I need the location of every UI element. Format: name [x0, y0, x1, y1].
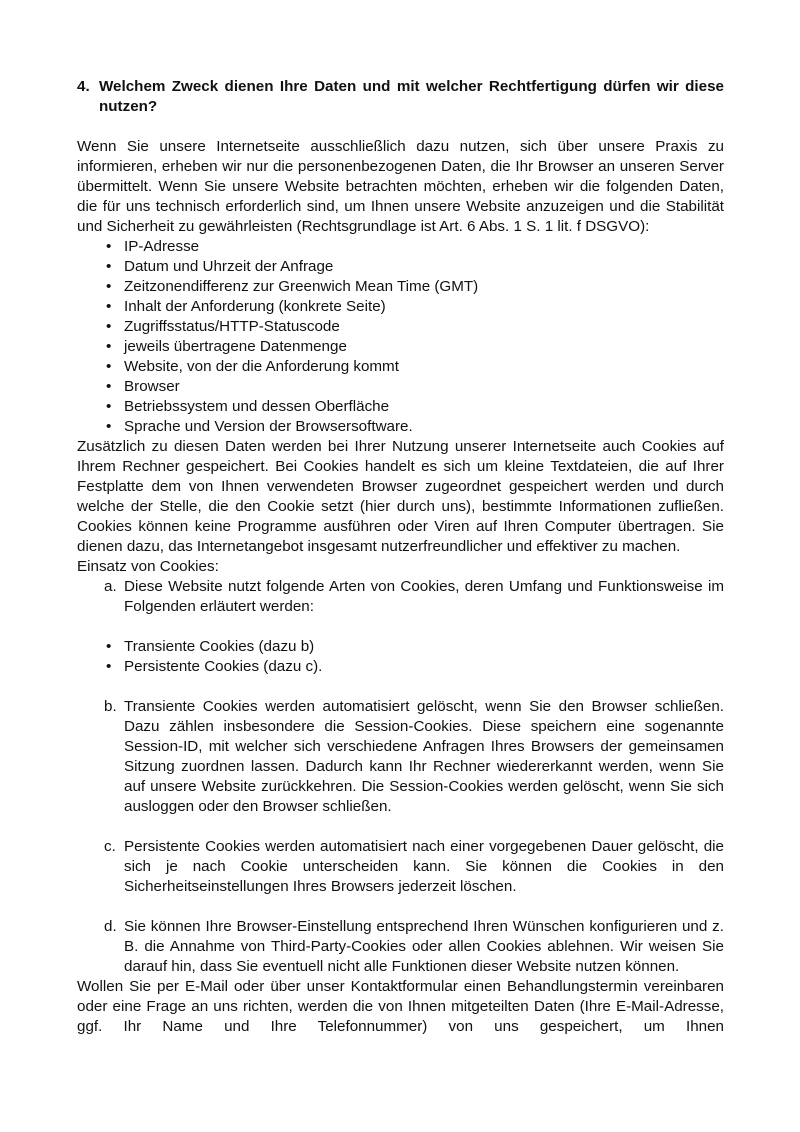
- list-item: • Zugriffsstatus/HTTP-Statuscode: [106, 318, 340, 335]
- spacer: [77, 817, 724, 837]
- cookies-paragraph: Zusätzlich zu diesen Daten werden bei Ihrer Nutzung unserer Internetseite auch Cookies auf Ihrem Rechner gespeichert. Bei Cookies handelt es sich um kleine Textdateien, die auf Ihrer Festplatte dem von Ihnen verwendeten Browser zugeordnet gespeichert werden und durch welche der Stelle, die den Cookie setzt (hier durch uns), bestimmte Informationen zufließen. Cookies können keine Programme ausführen oder Viren auf Ihren Computer übertragen. Sie dienen dazu, das Internetangebot insgesamt nutzerfreundlicher und effektiver zu machen.: [77, 438, 724, 555]
- spacer: [77, 677, 724, 697]
- item-label: b.: [104, 698, 117, 715]
- item-text: Diese Website nutzt folgende Arten von Cookies, deren Umfang und Funktionsweise im Folgenden erläutert werden:: [124, 578, 724, 615]
- item-label: d.: [104, 918, 117, 935]
- cookie-item-a: [77, 577, 724, 617]
- item-text: Transiente Cookies werden automatisiert gelöscht, wenn Sie den Browser schließen. Dazu zählen insbesondere die Session-Cookies. Diese speichern eine sogenannte Session-ID, mit welcher sich verschiedene Anfragen Ihres Browsers der gemeinsamen Sitzung zuordnen lassen. Dadurch kann Ihr Rechner wiedererkannt werden, wenn Sie auf unsere Website zurückkehren. Die Session-Cookies werden gelöscht, wenn Sie sich ausloggen oder den Browser schließen.: [124, 698, 724, 815]
- list-item: • IP-Adresse: [106, 238, 200, 255]
- bullet-icon: •: [106, 658, 112, 675]
- list-item: • Persistente Cookies (dazu c).: [106, 658, 323, 675]
- item-label: a.: [104, 578, 117, 595]
- spacer: [77, 897, 724, 917]
- list-item: • Zeitzonendifferenz zur Greenwich Mean Time (GMT): [106, 278, 479, 295]
- document-page: [77, 77, 724, 1037]
- bullet-icon: •: [106, 238, 112, 255]
- bullet-icon: •: [106, 638, 112, 655]
- contact-paragraph: Wollen Sie per E-Mail oder über unser Kontaktformular einen Behandlungstermin vereinbaren oder eine Frage an uns richten, werden die von Ihnen mitgeteilten Daten (Ihre E-Mail-Adresse, ggf. Ihr Name und Ihre Telefonnummer) von uns gespeichert, um Ihnen: [77, 978, 724, 1035]
- collected-data-list: [77, 237, 724, 437]
- list-item: • Inhalt der Anforderung (konkrete Seite): [106, 298, 386, 315]
- list-item: • Website, von der die Anforderung kommt: [106, 358, 399, 375]
- bullet-icon: •: [106, 258, 112, 275]
- item-text: Sie können Ihre Browser-Einstellung entsprechend Ihren Wünschen konfigurieren und z. B. die Annahme von Third-Party-Cookies oder allen Cookies ablehnen. Wir weisen Sie darauf hin, dass Sie eventuell nicht alle Funktionen dieser Website nutzen können.: [124, 918, 724, 975]
- cookies-heading: Einsatz von Cookies:: [77, 558, 219, 575]
- list-item: • jeweils übertragene Datenmenge: [106, 338, 347, 355]
- list-item: • Transiente Cookies (dazu b): [106, 638, 315, 655]
- bullet-icon: •: [106, 358, 112, 375]
- bullet-icon: •: [106, 318, 112, 335]
- list-item: • Browser: [106, 378, 180, 395]
- cookie-item-d: [77, 917, 724, 977]
- item-label: c.: [104, 838, 116, 855]
- list-item: • Sprache und Version der Browsersoftware.: [106, 418, 413, 435]
- section-number: 4.: [77, 78, 90, 95]
- list-item: • Betriebssystem und dessen Oberfläche: [106, 398, 390, 415]
- bullet-icon: •: [106, 378, 112, 395]
- cookie-types-list: [77, 637, 724, 677]
- list-item: • Datum und Uhrzeit der Anfrage: [106, 258, 334, 275]
- section-heading: [77, 77, 724, 117]
- item-text: Persistente Cookies werden automatisiert nach einer vorgegebenen Dauer gelöscht, die sich je nach Cookie unterscheiden kann. Sie können die Cookies in den Sicherheitseinstellungen Ihres Browsers jederzeit löschen.: [124, 838, 724, 895]
- bullet-icon: •: [106, 338, 112, 355]
- bullet-icon: •: [106, 398, 112, 415]
- bullet-icon: •: [106, 418, 112, 435]
- section-title: Welchem Zweck dienen Ihre Daten und mit welcher Rechtfertigung dürfen wir diese nutzen?: [99, 78, 724, 115]
- spacer: [77, 117, 724, 137]
- bullet-icon: •: [106, 298, 112, 315]
- intro-paragraph: Wenn Sie unsere Internetseite ausschließlich dazu nutzen, sich über unsere Praxis zu informieren, erheben wir nur die personenbezogenen Daten, die Ihr Browser an unseren Server übermittelt. Wenn Sie unsere Website betrachten möchten, erheben wir die folgenden Daten, die für uns technisch erforderlich sind, um Ihnen unsere Website anzuzeigen und die Stabilität und Sicherheit zu gewährleisten (Rechtsgrundlage ist Art. 6 Abs. 1 S. 1 lit. f DSGVO):: [77, 138, 724, 235]
- cookie-item-b: [77, 697, 724, 817]
- bullet-icon: •: [106, 278, 112, 295]
- cookie-item-c: [77, 837, 724, 897]
- spacer: [77, 617, 724, 637]
